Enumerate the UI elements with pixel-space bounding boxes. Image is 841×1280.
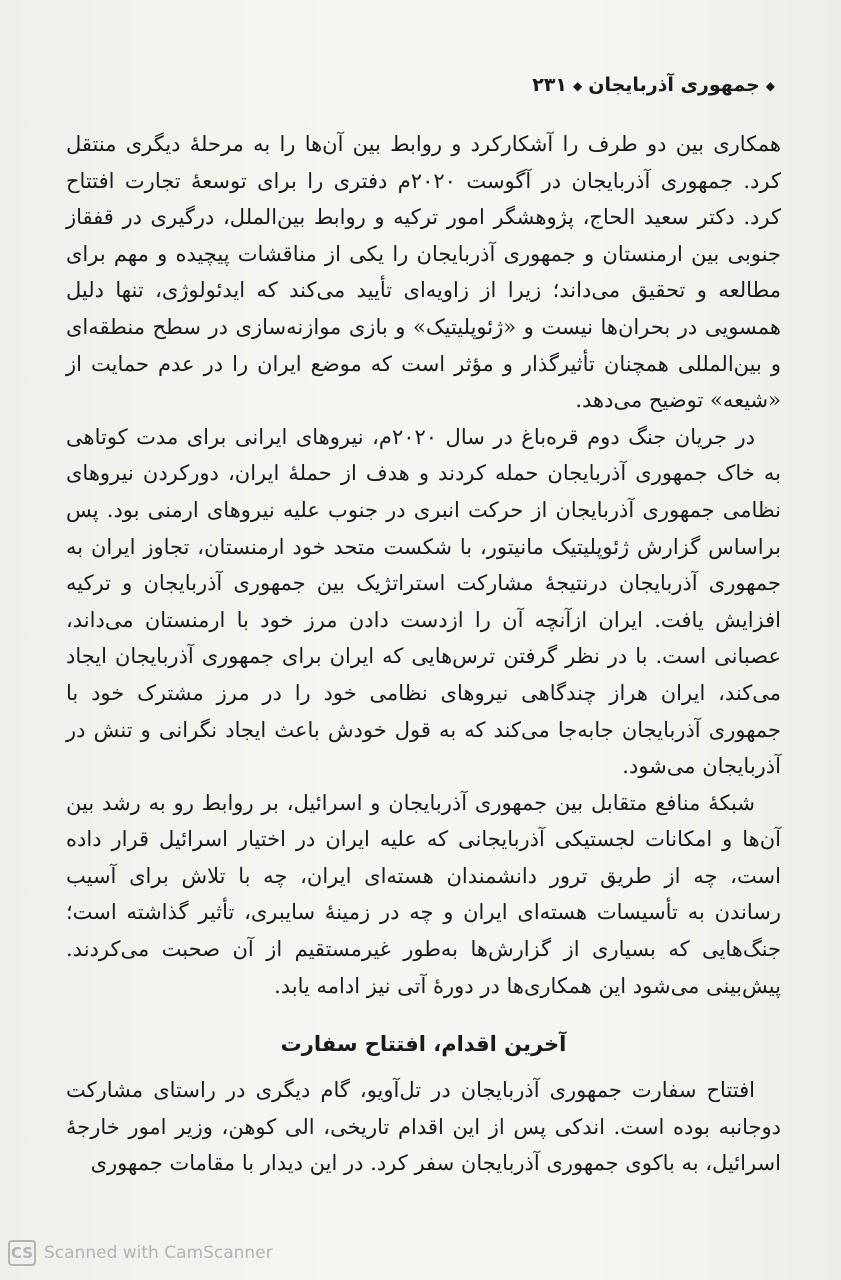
- section-heading: آخرین اقدام، افتتاح سفارت: [280, 1032, 567, 1057]
- paragraph: افتتاح سفارت جمهوری آذربایجان در تل‌آویو، گام دیگری در راستای مشارکت دوجانبه بوده است. اندکی پس از این اقدام تاریخی، الی کوهن، وزیر امور خارجهٔ اسرائیل، به باکوی جمهوری آذربایجان سفر کرد. در این دیدار با مقامات جمهوری: [66, 1078, 781, 1176]
- camscanner-logo-icon: CS: [8, 1240, 36, 1266]
- paragraph: شبکهٔ منافع متقابل بین جمهوری آذربایجان و اسرائیل، بر روابط رو به رشد بین آن‌ها و امکانات لجستیکی آذربایجانی که علیه ایران در اختیار اسرائیل قرار داده است، چه از طریق ترور دانشمندان هسته‌ای ایران، چه با تلاش برای آسیب رساندن به تأسیسات هسته‌ای ایران و چه در زمینهٔ سایبری، تأثیر گذاشته است؛ جنگ‌هایی که بسیاری از گزارش‌ها به‌طور غیرمستقیم از آن صحبت می‌کردند. پیش‌بینی می‌شود این همکاری‌ها در دورهٔ آتی نیز ادامه یابد.: [66, 790, 781, 998]
- scanner-watermark: [8, 1240, 273, 1266]
- paragraph: همکاری بین دو طرف را آشکارکرد و روابط بین آن‌ها را به مرحلهٔ دیگری منتقل کرد. جمهوری آذربایجان در آگوست ۲۰۲۰م دفتری را برای توسعهٔ تجارت افتتاح کرد. دکتر سعید الحاج، پژوهشگر امور ترکیه و روابط بین‌الملل، درگیری در قفقاز جنوبی بین ارمنستان و جمهوری آذربایجان را یکی از مناقشات پیچیده و مهم برای مطالعه و تحقیق می‌داند؛ زیرا از زاویه‌ای تأیید می‌کند که ایدئولوژی، تنها دلیل همسویی در بحران‌ها نیست و «ژئوپلیتیک» و بازی موازنه‌سازی در سطح منطقه‌ای و بین‌المللی همچنان تأثیرگذار و مؤثر است که موضع ایران را در عدم حمایت از «شیعه» توضیح می‌دهد.: [66, 132, 781, 413]
- running-header-title: جمهوری آذربایجان: [588, 74, 760, 96]
- running-header: [481, 74, 781, 96]
- header-separator: ◆: [765, 78, 775, 93]
- paragraph: در جریان جنگ دوم قره‌باغ در سال ۲۰۲۰م، نیروهای ایرانی برای مدت کوتاهی به خاک جمهوری آذربایجان حمله کردند و هدف از حملهٔ ایران، دورکردن نیروهای نظامی جمهوری آذربایجان از حرکت انبری در جنوب علیه نیروهای ارمنی بود. پس براساس گزارش ژئوپلیتیک مانیتور، با شکست متحد خود ارمنستان، تجاوز ایران به جمهوری آذربایجان درنتیجهٔ مشارکت استراتژیک بین جمهوری آذربایجان و ترکیه افزایش یافت. ایران ازآنچه آن را ازدست دادن مرز خود با ارمنستان می‌داند، عصبانی است. با در نظر گرفتن ترس‌هایی که ایران برای جمهوری آذربایجان ایجاد می‌کند، ایران هراز چندگاهی نیروهای نظامی خود را در مرز مشترک خود با جمهوری آذربایجان جابه‌جا می‌کند که به قول خودش باعث ایجاد نگرانی و تنش در آذربایجان می‌شود.: [66, 424, 781, 779]
- watermark-text: Scanned with CamScanner: [44, 1243, 273, 1263]
- page-number: ۲۳۱: [532, 74, 568, 96]
- header-separator: ◆: [573, 78, 583, 93]
- page-body: [66, 126, 781, 1182]
